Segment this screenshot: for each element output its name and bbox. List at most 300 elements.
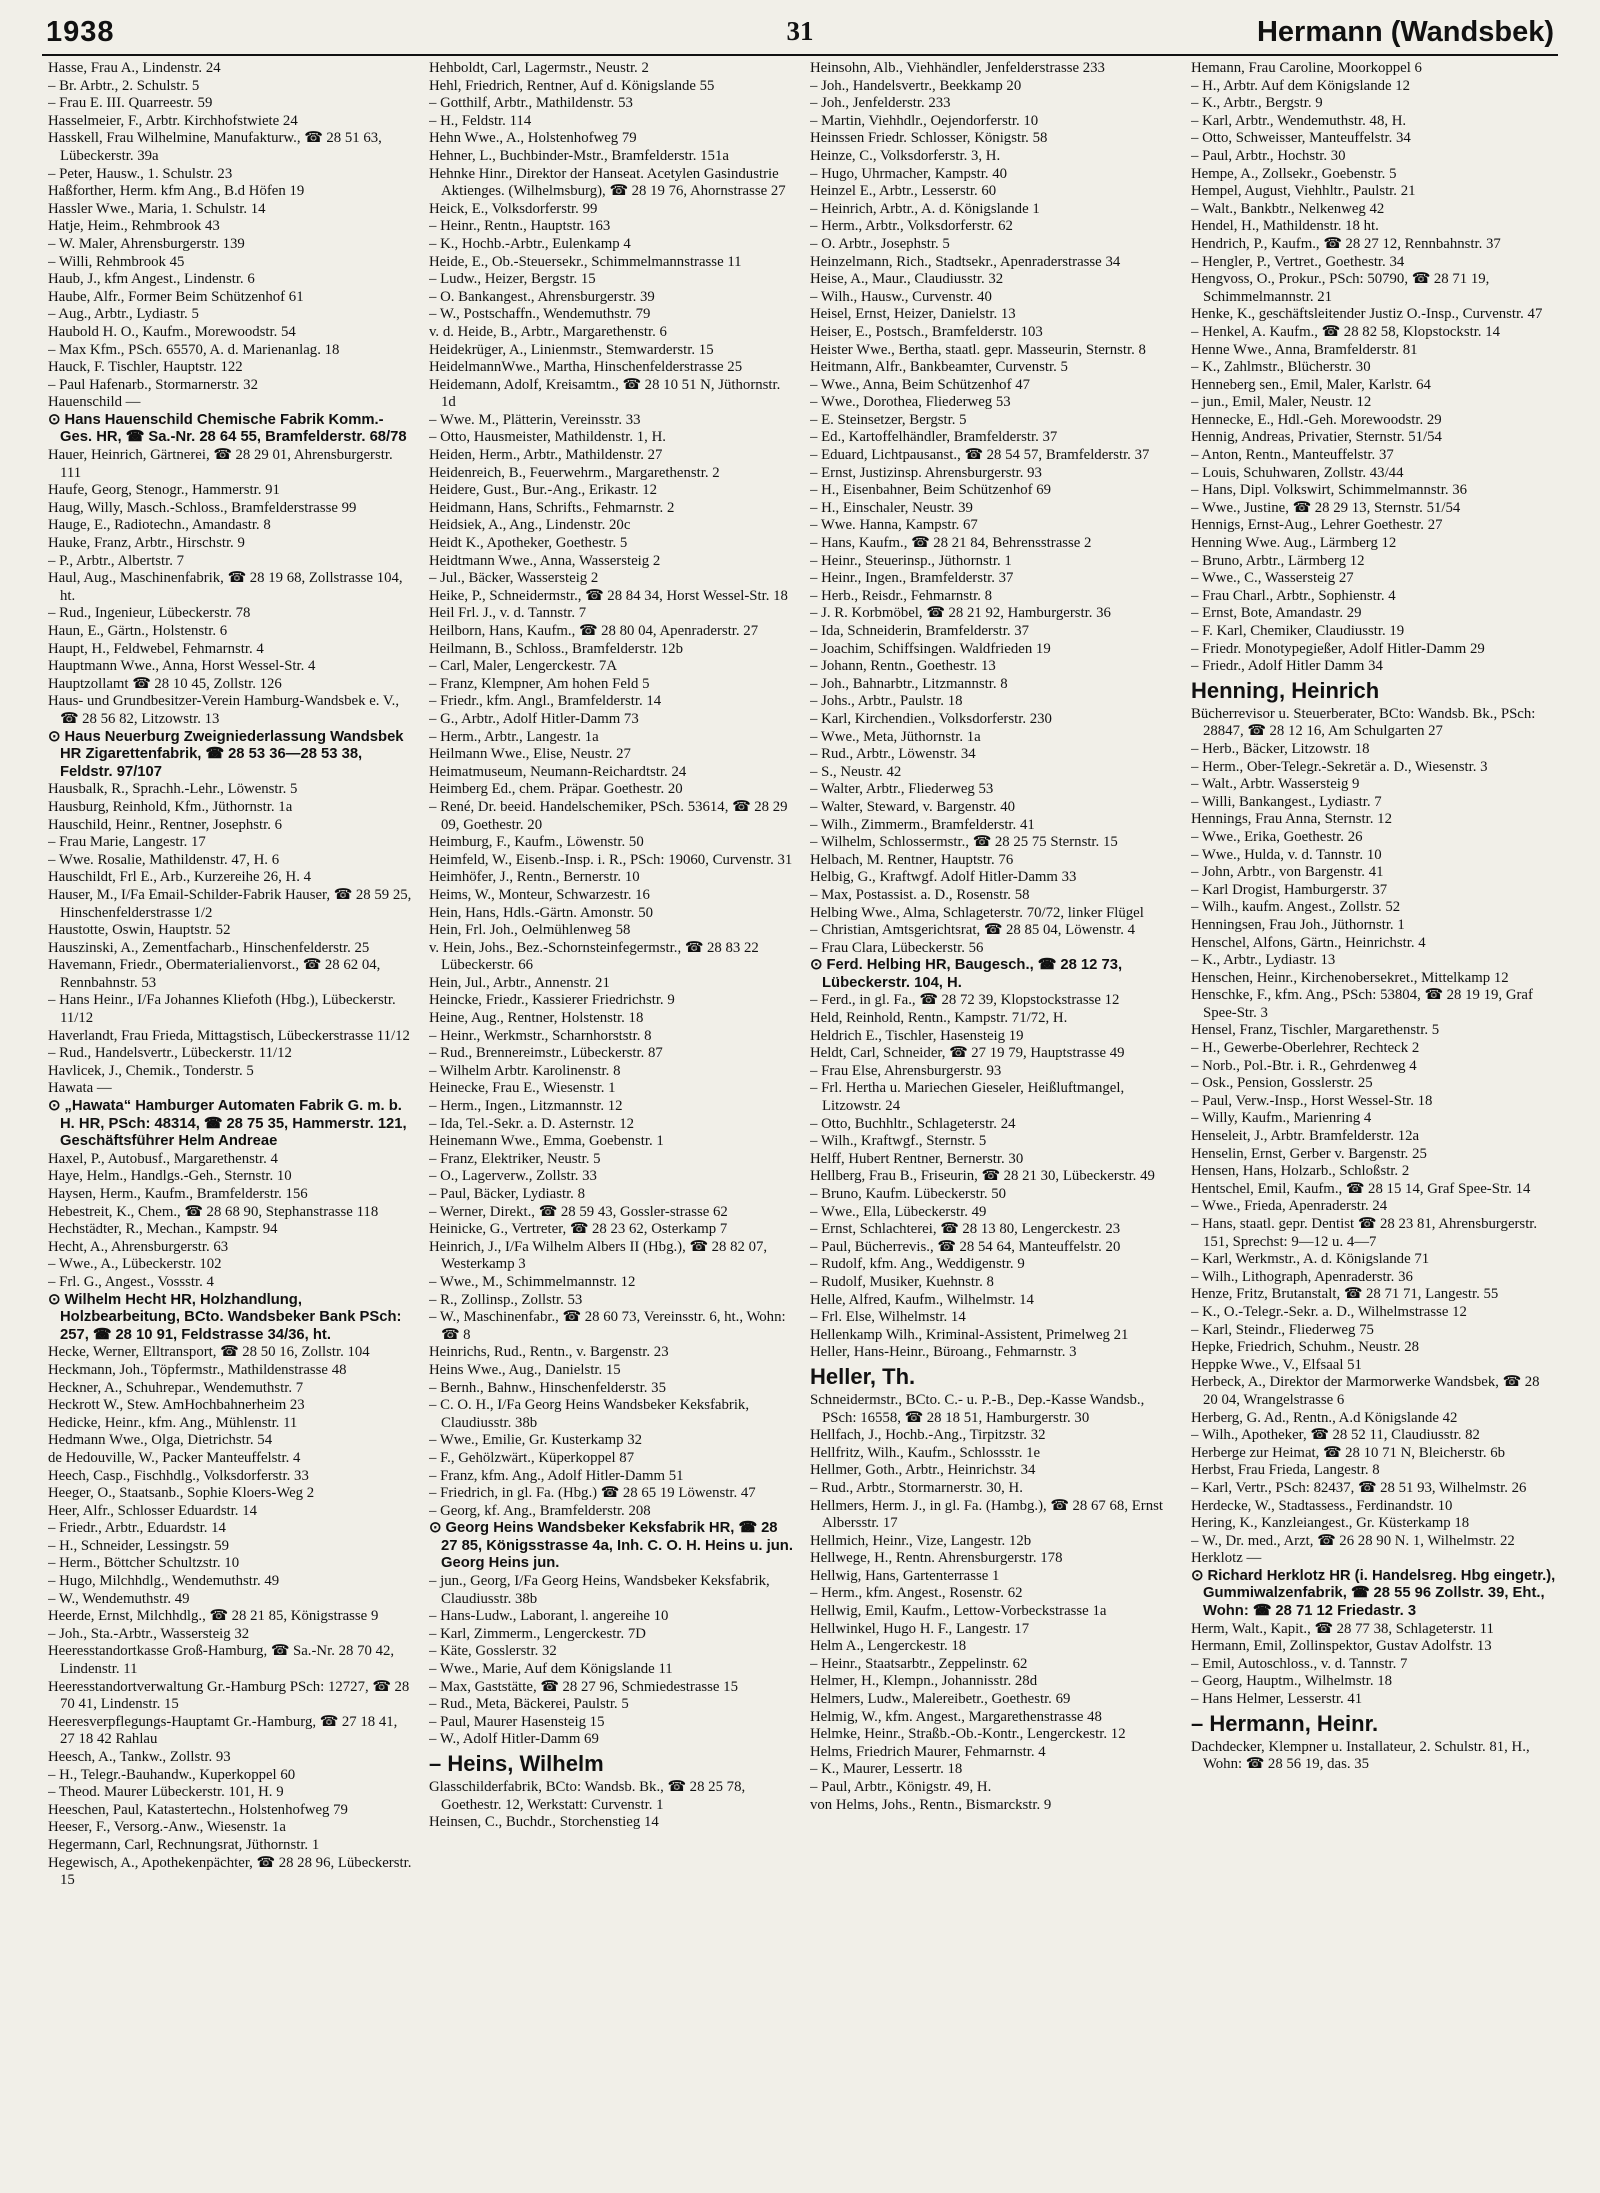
directory-entry: – Ida, Tel.-Sekr. a. D. Asternstr. 12 — [429, 1115, 634, 1132]
directory-entry: Henning, Heinrich — [1191, 677, 1380, 703]
directory-entry: – H., Eisenbahner, Beim Schützenhof 69 — [810, 482, 1052, 499]
directory-entry: – Otto, Hausmeister, Mathildenstr. 1, H. — [429, 429, 666, 446]
directory-entry: Hauge, E., Radiotechn., Amandastr. 8 — [48, 517, 271, 534]
directory-entry: – K., Hochb.-Arbtr., Eulenkamp 4 — [429, 235, 631, 252]
directory-entry: Haug, Willy, Masch.-Schloss., Bramfelderstrasse 99 — [48, 499, 357, 516]
directory-entry: Haxel, P., Autobusf., Margarethenstr. 4 — [48, 1150, 278, 1167]
directory-entry: – Paul, Maurer Hasensteig 15 — [429, 1713, 605, 1730]
directory-entry: Hemann, Frau Caroline, Moorkoppel 6 — [1191, 60, 1422, 76]
column-3 — [810, 60, 1177, 2180]
directory-entry: – W., Wendemuthstr. 49 — [48, 1590, 190, 1607]
directory-entry: Herm, Walt., Kapit., ☎ 28 77 38, Schlageterstr. 11 — [1191, 1620, 1494, 1637]
directory-entry: – Heinr., Staatsarbtr., Zeppelinstr. 62 — [810, 1655, 1028, 1672]
directory-entry: – Hermann, Heinr. — [1191, 1710, 1379, 1736]
directory-entry: – Karl, Arbtr., Wendemuthstr. 48, H. — [1191, 112, 1407, 129]
directory-entry: Heidmann, Hans, Schrifts., Fehmarnstr. 2 — [429, 499, 675, 516]
directory-entry: – Joh., Sta.-Arbtr., Wassersteig 32 — [48, 1625, 250, 1642]
directory-entry: – Karl, Werkmstr., A. d. Königslande 71 — [1191, 1251, 1430, 1268]
directory-entry: – Heinr., Ingen., Bramfelderstr. 37 — [810, 570, 1014, 587]
columns — [48, 60, 1558, 2180]
directory-entry: Hennigs, Ernst-Aug., Lehrer Goethestr. 27 — [1191, 517, 1443, 534]
directory-entry: Henningsen, Frau Joh., Jüthornstr. 1 — [1191, 916, 1405, 933]
directory-entry: Heller, Hans-Heinr., Büroang., Fehmarnstr. 3 — [810, 1344, 1077, 1361]
directory-entry: Heimberg Ed., chem. Präpar. Goethestr. 20 — [429, 781, 683, 798]
directory-entry: Heilborn, Hans, Kaufm., ☎ 28 80 04, Apenraderstr. 27 — [429, 623, 759, 639]
directory-entry: – O., Lagerverw., Zollstr. 33 — [429, 1168, 597, 1185]
directory-entry: Hehn Wwe., A., Holstenhofweg 79 — [429, 130, 637, 147]
directory-entry: – Joh., Bahnarbtr., Litzmannstr. 8 — [810, 675, 1008, 692]
directory-entry: – Herb., Reisdr., Fehmarnstr. 8 — [810, 587, 993, 604]
directory-entry: Haßforther, Herm. kfm Ang., B.d Höfen 19 — [48, 183, 305, 200]
directory-entry: – Karl, Steindr., Fliederweg 75 — [1191, 1321, 1374, 1338]
directory-entry: Heldrich E., Tischler, Hasensteig 19 — [810, 1027, 1024, 1044]
directory-entry: Heckner, A., Schuhrepar., Wendemuthstr. 7 — [48, 1379, 304, 1396]
directory-entry: – Franz, Elektriker, Neustr. 5 — [429, 1150, 601, 1167]
directory-entry: – K., Maurer, Lessertr. 18 — [810, 1761, 963, 1778]
directory-entry: – Willi, Rehmbrook 45 — [48, 253, 185, 270]
directory-entry: – Walter, Arbtr., Fliederweg 53 — [810, 781, 994, 798]
directory-entry: Hausbalk, R., Sprachh.-Lehr., Löwenstr. 5 — [48, 781, 298, 798]
directory-entry: Hedmann Wwe., Olga, Dietrichstr. 54 — [48, 1432, 273, 1449]
directory-entry: – Hans Helmer, Lesserstr. 41 — [1191, 1691, 1363, 1708]
directory-entry: Helms, Friedrich Maurer, Fehmarnstr. 4 — [810, 1743, 1046, 1760]
directory-entry: Haverlandt, Frau Frieda, Mittagstisch, Lübeckerstrasse 11/12 — [48, 1027, 410, 1044]
directory-entry: – Frau Charl., Arbtr., Sophienstr. 4 — [1191, 587, 1396, 604]
directory-entry: ⊙ Ferd. Helbing HR, Baugesch., ☎ 28 12 73, Lübeckerstr. 104, H. — [810, 957, 1123, 991]
directory-entry: Hecht, A., Ahrensburgerstr. 63 — [48, 1238, 229, 1255]
directory-entry: Hechstädter, R., Mechan., Kampstr. 94 — [48, 1221, 278, 1238]
directory-entry: Hauser, M., I/Fa Email-Schilder-Fabrik Hauser, ☎ 28 59 25, Hinschenfelderstrasse 1/2 — [48, 886, 412, 921]
directory-entry: Heinssen Friedr. Schlosser, Königstr. 58 — [810, 130, 1048, 147]
directory-entry: Hempel, August, Viehhltr., Paulstr. 21 — [1191, 183, 1416, 200]
directory-entry: – Wwe., A., Lübeckerstr. 102 — [48, 1256, 222, 1273]
directory-entry: Helff, Hubert Rentner, Bernerstr. 30 — [810, 1150, 1024, 1167]
directory-entry: Hasselmeier, F., Arbtr. Kirchhofstwiete 24 — [48, 112, 298, 129]
directory-entry: – Hans, Dipl. Volkswirt, Schimmelmannstr. 36 — [1191, 482, 1468, 499]
directory-entry: – Georg, kf. Ang., Bramfelderstr. 208 — [429, 1502, 651, 1519]
directory-entry: Henning Wwe. Aug., Lärmberg 12 — [1191, 535, 1397, 552]
directory-entry: – Eduard, Lichtpausanst., ☎ 28 54 57, Bramfelderstr. 37 — [810, 447, 1150, 464]
directory-entry: – Carl, Maler, Lengerckestr. 7A — [429, 658, 618, 675]
directory-entry: – Friedr., kfm. Angl., Bramfelderstr. 14 — [429, 693, 662, 710]
directory-entry: Bücherrevisor u. Steuerberater, BCto: Wandsb. Bk., PSch: 28847, ☎ 28 12 16, Am Schulgarten 27 — [1191, 705, 1536, 740]
directory-entry: Dachdecker, Klempner u. Installateur, 2. Schulstr. 81, H., Wohn: ☎ 28 56 19, das. 35 — [1191, 1738, 1530, 1773]
directory-entry: – Wwe., Hulda, v. d. Tannstr. 10 — [1191, 846, 1382, 863]
directory-entry: Helmers, Ludw., Malereibetr., Goethestr. 69 — [810, 1691, 1071, 1708]
directory-entry: – Ernst, Schlachterei, ☎ 28 13 80, Lengerckestr. 23 — [810, 1221, 1121, 1238]
directory-entry: Hein, Frl. Joh., Oelmühlenweg 58 — [429, 922, 631, 939]
directory-entry: – Ernst, Bote, Amandastr. 29 — [1191, 605, 1362, 622]
directory-entry: – Käte, Gosslerstr. 32 — [429, 1643, 557, 1660]
directory-entry: Heeresstandortkasse Groß-Hamburg, ☎ Sa.-Nr. 28 70 42, Lindenstr. 11 — [48, 1643, 395, 1678]
directory-entry: Heidekrüger, A., Linienmstr., Stemwarderstr. 15 — [429, 341, 714, 358]
directory-entry: – Georg, Hauptm., Wilhelmstr. 18 — [1191, 1673, 1393, 1690]
column-4 — [1191, 60, 1558, 2180]
directory-entry: Heesch, A., Tankw., Zollstr. 93 — [48, 1749, 231, 1765]
directory-entry: – Bruno, Arbtr., Lärmberg 12 — [1191, 552, 1365, 569]
directory-entry: Haun, E., Gärtn., Holstenstr. 6 — [48, 623, 228, 639]
directory-entry: Henne Wwe., Anna, Bramfelderstr. 81 — [1191, 341, 1418, 358]
directory-entry: – G., Arbtr., Adolf Hitler-Damm 73 — [429, 710, 639, 727]
directory-entry: Hellwig, Hans, Gartenterrasse 1 — [810, 1567, 1000, 1584]
directory-entry: – K., Zahlmstr., Blücherstr. 30 — [1191, 359, 1371, 376]
directory-entry: Heldt, Carl, Schneider, ☎ 27 19 79, Hauptstrasse 49 — [810, 1045, 1125, 1062]
directory-entry: Heinzelmann, Rich., Stadtsekr., Apenraderstrasse 34 — [810, 253, 1121, 270]
directory-entry: – Herm., Arbtr., Langestr. 1a — [429, 728, 599, 745]
directory-entry: Hedicke, Heinr., kfm. Ang., Mühlenstr. 11 — [48, 1414, 298, 1431]
directory-entry: Hegewisch, A., Apothekenpächter, ☎ 28 28 96, Lübeckerstr. 15 — [48, 1854, 412, 1889]
directory-entry: Hellfach, J., Hochb.-Ang., Tirpitzstr. 32 — [810, 1427, 1046, 1444]
directory-entry: – Wwe., Emilie, Gr. Kusterkamp 32 — [429, 1432, 643, 1449]
directory-entry: ⊙ Georg Heins Wandsbeker Keksfabrik HR, ☎ 28 27 85, Königsstrasse 4a, Inh. C. O. H. Heins u. jun. Georg Heins jun. — [429, 1520, 793, 1572]
directory-entry: Heidtmann Wwe., Anna, Wassersteig 2 — [429, 552, 661, 569]
directory-entry: – Wwe., Marie, Auf dem Königslande 11 — [429, 1661, 673, 1678]
directory-entry: – Karl Drogist, Hamburgerstr. 37 — [1191, 881, 1388, 898]
directory-entry: Heimhöfer, J., Rentn., Bernerstr. 10 — [429, 869, 640, 886]
directory-entry: Helmig, W., kfm. Angest., Margarethenstrasse 48 — [810, 1708, 1102, 1725]
directory-entry: – Herm., Arbtr., Volksdorferstr. 62 — [810, 218, 1013, 235]
directory-entry: – Herm., Böttcher Schultzstr. 10 — [48, 1555, 240, 1572]
directory-entry: Hebestreit, K., Chem., ☎ 28 68 90, Stephanstrasse 118 — [48, 1203, 379, 1220]
directory-entry: – H., Telegr.-Bauhandw., Kuperkoppel 60 — [48, 1766, 296, 1783]
directory-entry: – Wwe., Erika, Goethestr. 26 — [1191, 828, 1363, 845]
directory-entry: Henschke, F., kfm. Ang., PSch: 53804, ☎ 28 19 19, Graf Spee-Str. 3 — [1191, 987, 1533, 1021]
directory-entry: – Wilh., kaufm. Angest., Zollstr. 52 — [1191, 899, 1401, 916]
directory-entry: – Aug., Arbtr., Lydiastr. 5 — [48, 306, 199, 323]
directory-entry: – Johs., Arbtr., Paulstr. 18 — [810, 693, 963, 710]
directory-entry: ⊙ Wilhelm Hecht HR, Holzhandlung, Holzbearbeitung, BCto. Wandsbeker Bank PSch: 257, ☎ 28 10 91, Feldstrasse 34/36, ht. — [48, 1291, 402, 1343]
directory-entry: Heine, Aug., Rentner, Holstenstr. 18 — [429, 1010, 644, 1027]
directory-entry: Hermann, Emil, Zollinspektor, Gustav Adolfstr. 13 — [1191, 1638, 1492, 1655]
directory-entry: – Paul Hafenarb., Stormarnerstr. 32 — [48, 376, 258, 393]
directory-entry: – Bruno, Kaufm. Lübeckerstr. 50 — [810, 1186, 1007, 1202]
directory-entry: – O. Bankangest., Ahrensburgerstr. 39 — [429, 288, 655, 305]
directory-entry: Hellmer, Goth., Arbtr., Heinrichstr. 34 — [810, 1462, 1036, 1479]
directory-entry: – Ida, Schneiderin, Bramfelderstr. 37 — [810, 623, 1030, 639]
directory-entry: – W., Dr. med., Arzt, ☎ 26 28 90 N. 1, Wilhelmstr. 22 — [1191, 1532, 1515, 1549]
directory-entry: – Friedr. Monotypegießer, Adolf Hitler-Damm 29 — [1191, 640, 1485, 657]
directory-entry: Henseleit, J., Arbtr. Bramfelderstr. 12a — [1191, 1128, 1420, 1145]
directory-entry: – Franz, kfm. Ang., Adolf Hitler-Damm 51 — [429, 1467, 684, 1484]
directory-entry: v. d. Heide, B., Arbtr., Margarethenstr. 6 — [429, 323, 667, 340]
directory-entry: Hassler Wwe., Maria, 1. Schulstr. 14 — [48, 200, 266, 217]
directory-entry: – Christian, Amtsgerichtsrat, ☎ 28 85 04, Löwenstr. 4 — [810, 922, 1136, 939]
directory-entry: Hennecke, E., Hdl.-Geh. Morewoodstr. 29 — [1191, 411, 1442, 428]
directory-entry: – Osk., Pension, Gosslerstr. 25 — [1191, 1075, 1373, 1092]
directory-entry: Heinemann Wwe., Emma, Goebenstr. 1 — [429, 1133, 664, 1150]
directory-entry: – Walter, Steward, v. Bargenstr. 40 — [810, 798, 1016, 815]
directory-entry: – Wwe., Ella, Lübeckerstr. 49 — [810, 1203, 987, 1220]
header-page-number: 31 — [786, 16, 814, 46]
directory-entry: Henke, K., geschäftsleitender Justiz O.-Insp., Curvenstr. 47 — [1191, 306, 1543, 323]
directory-entry: – E. Steinsetzer, Bergstr. 5 — [810, 411, 967, 428]
directory-entry: – F. Karl, Chemiker, Claudiusstr. 19 — [1191, 623, 1405, 639]
directory-entry: – Otto, Buchhltr., Schlageterstr. 24 — [810, 1115, 1016, 1132]
directory-entry: – Herb., Bäcker, Litzowstr. 18 — [1191, 740, 1370, 757]
directory-entry: Heimatmuseum, Neumann-Reichardtstr. 24 — [429, 763, 687, 780]
directory-entry: Heinze, C., Volksdorferstr. 3, H. — [810, 147, 1001, 164]
directory-entry: – Hans, staatl. gepr. Dentist ☎ 28 23 81, Ahrensburgerstr. 151, Sprechst: 9—12 u. 4—7 — [1191, 1216, 1538, 1250]
directory-entry: Heeschen, Paul, Katastertechn., Holstenhofweg 79 — [48, 1801, 348, 1818]
directory-entry: – Wilh., Zimmerm., Bramfelderstr. 41 — [810, 816, 1035, 833]
column-2 — [429, 60, 796, 2180]
directory-entry: Heiden, Herm., Arbtr., Mathildenstr. 27 — [429, 447, 663, 464]
directory-entry: ⊙ „Hawata“ Hamburger Automaten Fabrik G. m. b. H. HR, PSch: 48314, ☎ 28 75 35, Hammerstr. 121, Geschäftsführer Helm Andreae — [48, 1098, 407, 1150]
directory-entry: – W., Postschaffn., Wendemuthstr. 79 — [429, 306, 651, 323]
directory-entry: – Anton, Rentn., Manteuffelstr. 37 — [1191, 447, 1394, 464]
directory-entry: Helm A., Lengerckestr. 18 — [810, 1638, 967, 1655]
directory-entry: – Louis, Schuhwaren, Zollstr. 43/44 — [1191, 464, 1404, 481]
directory-entry: – Rudolf, kfm. Ang., Weddigenstr. 9 — [810, 1256, 1025, 1273]
directory-entry: – Rud., Ingenieur, Lübeckerstr. 78 — [48, 605, 251, 622]
directory-entry: – Franz, Klempner, Am hohen Feld 5 — [429, 675, 650, 692]
directory-entry: – C. O. H., I/Fa Georg Heins Wandsbeker Keksfabrik, Claudiusstr. 38b — [429, 1397, 750, 1431]
directory-entry: Heitmann, Alfr., Bankbeamter, Curvenstr. 5 — [810, 359, 1068, 376]
directory-entry: – Martin, Viehhdlr., Oejendorferstr. 10 — [810, 112, 1039, 129]
directory-entry: Hendrich, P., Kaufm., ☎ 28 27 12, Rennbahnstr. 37 — [1191, 235, 1501, 252]
directory-entry: – Heinr., Werkmstr., Scharnhorststr. 8 — [429, 1027, 652, 1044]
directory-entry: Helbing Wwe., Alma, Schlageterstr. 70/72, linker Flügel — [810, 904, 1144, 921]
directory-entry: – Heins, Wilhelm — [429, 1751, 604, 1776]
directory-entry: Herbeck, A., Direktor der Marmorwerke Wandsbek, ☎ 28 20 04, Wrangelstrasse 6 — [1191, 1374, 1540, 1408]
directory-entry: Herklotz — — [1191, 1550, 1262, 1567]
directory-entry: Schneidermstr., BCto. C.- u. P.-B., Dep.-Kasse Wandsb., PSch: 16558, ☎ 28 18 51, Hamburgerstr. 30 — [810, 1391, 1145, 1426]
directory-entry: – Emil, Autoschloss., v. d. Tannstr. 7 — [1191, 1655, 1408, 1672]
directory-entry: – Friedr., Arbtr., Eduardstr. 14 — [48, 1520, 226, 1537]
directory-entry: Heinsen, C., Buchdr., Storchenstieg 14 — [429, 1814, 659, 1831]
directory-entry: Haul, Aug., Maschinenfabrik, ☎ 28 19 68, Zollstrasse 104, ht. — [48, 570, 403, 604]
directory-entry: – Wwe., Dorothea, Fliederweg 53 — [810, 394, 1011, 411]
directory-entry: Hauschild, Heinr., Rentner, Josephstr. 6 — [48, 816, 283, 833]
directory-entry: – Friedrich, in gl. Fa. (Hbg.) ☎ 28 65 19 Löwenstr. 47 — [429, 1485, 756, 1502]
directory-entry: Helbig, G., Kraftwgf. Adolf Hitler-Damm 33 — [810, 869, 1077, 886]
directory-entry: Herberge zur Heimat, ☎ 28 10 71 N, Bleicherstr. 6b — [1191, 1444, 1506, 1461]
directory-entry: – Karl, Zimmerm., Lengerckestr. 7D — [429, 1625, 646, 1642]
directory-entry: – Johann, Rentn., Goethestr. 13 — [810, 658, 996, 675]
directory-entry: Heincke, Friedr., Kassierer Friedrichstr. 9 — [429, 992, 675, 1009]
directory-entry: Hellwege, H., Rentn. Ahrensburgerstr. 178 — [810, 1550, 1063, 1567]
directory-entry: Henze, Fritz, Brutanstalt, ☎ 28 71 71, Langestr. 55 — [1191, 1286, 1499, 1303]
directory-entry: Heidemann, Adolf, Kreisamtm., ☎ 28 10 51 N, Jüthornstr. 1d — [429, 376, 781, 411]
directory-entry: Heerde, Ernst, Milchhdlg., ☎ 28 21 85, Königstrasse 9 — [48, 1608, 379, 1625]
directory-entry: – Friedr., Adolf Hitler Damm 34 — [1191, 658, 1383, 675]
directory-entry: – Gotthilf, Arbtr., Mathildenstr. 53 — [429, 95, 633, 112]
directory-entry: Hellwig, Emil, Kaufm., Lettow-Vorbeckstrasse 1a — [810, 1603, 1107, 1620]
directory-entry: Hensel, Franz, Tischler, Margarethenstr. 5 — [1191, 1022, 1440, 1039]
directory-entry: Hellenkamp Wilh., Kriminal-Assistent, Primelweg 21 — [810, 1326, 1129, 1343]
directory-entry: – Heinr., Rentn., Hauptstr. 163 — [429, 218, 611, 235]
directory-entry: – Rud., Handelsvertr., Lübeckerstr. 11/12 — [48, 1045, 292, 1062]
directory-entry: – Frl. Hertha u. Mariechen Gieseler, Heißluftmangel, Litzowstr. 24 — [810, 1080, 1125, 1115]
directory-entry: Hauszinski, A., Zementfacharb., Hinschenfelderstr. 25 — [48, 939, 370, 956]
directory-entry: – Werner, Direkt., ☎ 28 59 43, Gossler-strasse 62 — [429, 1203, 728, 1220]
directory-entry: Heidsiek, A., Ang., Lindenstr. 20c — [429, 517, 631, 534]
directory-entry: – Wwe. M., Plätterin, Vereinsstr. 33 — [429, 411, 641, 428]
directory-entry: – Hans Heinr., I/Fa Johannes Kliefoth (Hbg.), Lübeckerstr. 11/12 — [48, 992, 396, 1027]
directory-entry: – Wilh., Lithograph, Apenraderstr. 36 — [1191, 1268, 1413, 1285]
directory-entry: – Max, Postassist. a. D., Rosenstr. 58 — [810, 886, 1030, 903]
directory-entry: – Max, Gaststätte, ☎ 28 27 96, Schmiedestrasse 15 — [429, 1678, 738, 1695]
directory-entry: v. Hein, Johs., Bez.-Schornsteinfegermstr., ☎ 28 83 22 Lübeckerstr. 66 — [429, 939, 759, 974]
directory-entry: Helmer, H., Klempn., Johannisstr. 28d — [810, 1673, 1038, 1690]
directory-entry: Heller, Th. — [810, 1363, 916, 1389]
directory-entry: Hawata — — [48, 1080, 112, 1097]
directory-entry: Henschel, Alfons, Gärtn., Heinrichstr. 4 — [1191, 934, 1426, 951]
directory-entry: de Hedouville, W., Packer Manteuffelstr. 4 — [48, 1449, 301, 1466]
directory-entry: Hellfritz, Wilh., Kaufm., Schlossstr. 1e — [810, 1444, 1041, 1461]
directory-entry: – Theod. Maurer Lübeckerstr. 101, H. 9 — [48, 1784, 284, 1801]
directory-entry: Haufe, Georg, Stenogr., Hammerstr. 91 — [48, 482, 280, 499]
directory-entry: Heinrich, J., I/Fa Wilhelm Albers II (Hbg.), ☎ 28 82 07, Westerkamp 3 — [429, 1238, 768, 1273]
directory-entry: Heimfeld, W., Eisenb.-Insp. i. R., PSch: 19060, Curvenstr. 31 — [429, 851, 793, 868]
directory-entry: Heilmann, B., Schloss., Bramfelderstr. 12b — [429, 640, 683, 657]
directory-entry: – Heinr., Steuerinsp., Jüthornstr. 1 — [810, 552, 1012, 569]
directory-entry: Hennig, Andreas, Privatier, Sternstr. 51/54 — [1191, 429, 1442, 446]
directory-entry: – Rud., Arbtr., Stormarnerstr. 30, H. — [810, 1479, 1023, 1496]
directory-entry: – jun., Emil, Maler, Neustr. 12 — [1191, 394, 1372, 411]
directory-entry: – Ferd., in gl. Fa., ☎ 28 72 39, Klopstockstrasse 12 — [810, 992, 1120, 1009]
directory-entry: Heeser, F., Versorg.-Anw., Wiesenstr. 1a — [48, 1819, 286, 1836]
directory-entry: Hehner, L., Buchbinder-Mstr., Bramfelderstr. 151a — [429, 147, 729, 164]
directory-entry: Hauck, F. Tischler, Hauptstr. 122 — [48, 359, 243, 376]
directory-entry: – Ernst, Justizinsp. Ahrensburgerstr. 93 — [810, 464, 1042, 481]
directory-entry: ⊙ Richard Herklotz HR (i. Handelsreg. Hbg eingetr.), Gummiwalzenfabrik, ☎ 28 55 96 Zollstr. 39, Eht., Wohn: ☎ 28 71 12 Friedastr. 3 — [1191, 1567, 1556, 1620]
directory-entry: – Herm., kfm. Angest., Rosenstr. 62 — [810, 1585, 1023, 1602]
directory-entry: Heide, E., Ob.-Steuersekr., Schimmelmannstrasse 11 — [429, 253, 742, 270]
directory-entry: HeidelmannWwe., Martha, Hinschenfelderstrasse 25 — [429, 359, 743, 376]
directory-entry: – Hengler, P., Vertret., Goethestr. 34 — [1191, 253, 1405, 270]
directory-entry: Heinecke, Frau E., Wiesenstr. 1 — [429, 1080, 616, 1097]
directory-entry: Hensen, Hans, Holzarb., Schloßstr. 2 — [1191, 1163, 1410, 1180]
directory-entry: – Rud., Meta, Bäckerei, Paulstr. 5 — [429, 1696, 629, 1713]
directory-entry: Heppke Wwe., V., Elfsaal 51 — [1191, 1356, 1362, 1373]
page-header — [42, 16, 1558, 66]
directory-entry: – P., Arbtr., Albertstr. 7 — [48, 552, 185, 569]
directory-entry: – W., Maschinenfabr., ☎ 28 60 73, Vereinsstr. 6, ht., Wohn: ☎ 8 — [429, 1309, 786, 1343]
directory-entry: ⊙ Hans Hauenschild Chemische Fabrik Komm.-Ges. HR, ☎ Sa.-Nr. 28 64 55, Bramfelderstr. 68/78 — [48, 411, 407, 446]
directory-entry: Henneberg sen., Emil, Maler, Karlstr. 64 — [1191, 376, 1431, 393]
directory-entry: – Henkel, A. Kaufm., ☎ 28 82 58, Klopstockstr. 14 — [1191, 323, 1501, 340]
directory-entry: Hauptmann Wwe., Anna, Horst Wessel-Str. 4 — [48, 658, 316, 675]
directory-entry: – Hans, Kaufm., ☎ 28 21 84, Behrensstrasse 2 — [810, 535, 1092, 552]
directory-entry: – K., O.-Telegr.-Sekr. a. D., Wilhelmstrasse 12 — [1191, 1303, 1467, 1320]
directory-entry: – Wwe., Justine, ☎ 28 29 13, Sternstr. 51/54 — [1191, 499, 1461, 516]
directory-entry: – Wilhelm Arbtr. Karolinenstr. 8 — [429, 1062, 621, 1079]
directory-entry: Heilmann Wwe., Elise, Neustr. 27 — [429, 746, 631, 763]
directory-entry: – H., Einschaler, Neustr. 39 — [810, 499, 973, 516]
directory-entry: – Wwe. Rosalie, Mathildenstr. 47, H. 6 — [48, 851, 280, 868]
directory-entry: – Frau E. III. Quarreestr. 59 — [48, 95, 213, 112]
directory-entry: Haub, J., kfm Angest., Lindenstr. 6 — [48, 271, 255, 288]
directory-entry: – Willi, Bankangest., Lydiastr. 7 — [1191, 793, 1382, 810]
directory-entry: Hegermann, Carl, Rechnungsrat, Jüthornstr. 1 — [48, 1836, 320, 1853]
directory-entry: – Karl, Vertr., PSch: 82437, ☎ 28 51 93, Wilhelmstr. 26 — [1191, 1479, 1527, 1496]
directory-entry: – K., Arbtr., Bergstr. 9 — [1191, 95, 1323, 112]
directory-entry: Hellmich, Heinr., Vize, Langestr. 12b — [810, 1532, 1032, 1549]
directory-entry: Heer, Alfr., Schlosser Eduardstr. 14 — [48, 1502, 257, 1519]
directory-entry: Heidenreich, B., Feuerwehrm., Margarethenstr. 2 — [429, 464, 720, 481]
directory-entry: – Rud., Arbtr., Löwenstr. 34 — [810, 746, 976, 763]
directory-entry: – O. Arbtr., Josephstr. 5 — [810, 235, 950, 252]
directory-entry: Haysen, Herm., Kaufm., Bramfelderstr. 156 — [48, 1186, 308, 1202]
directory-entry: – Ludw., Heizer, Bergstr. 15 — [429, 271, 596, 288]
directory-entry: – Jul., Bäcker, Wassersteig 2 — [429, 570, 599, 587]
directory-entry: Hengvoss, O., Prokur., PSch: 50790, ☎ 28 71 19, Schimmelmannstr. 21 — [1191, 271, 1490, 305]
directory-entry: Havemann, Friedr., Obermaterialienvorst., ☎ 28 62 04, Rennbahnstr. 53 — [48, 957, 381, 991]
directory-entry: Hein, Jul., Arbtr., Annenstr. 21 — [429, 974, 610, 991]
directory-entry: Heckmann, Joh., Töpfermstr., Mathildenstrasse 48 — [48, 1361, 347, 1378]
directory-entry: – Hugo, Uhrmacher, Kampstr. 40 — [810, 165, 1008, 182]
directory-entry: – Walt., Bankbtr., Nelkenweg 42 — [1191, 200, 1385, 217]
directory-entry: – Ed., Kartoffelhändler, Bramfelderstr. 37 — [810, 429, 1058, 446]
directory-entry: Herbst, Frau Frieda, Langestr. 8 — [1191, 1462, 1380, 1479]
directory-entry: Heisel, Ernst, Heizer, Danielstr. 13 — [810, 306, 1016, 323]
directory-entry: – René, Dr. beeid. Handelschemiker, PSch. 53614, ☎ 28 29 09, Goethestr. 20 — [429, 798, 788, 833]
directory-entry: – Joh., Handelsvertr., Beekkamp 20 — [810, 77, 1022, 94]
directory-entry: Hehboldt, Carl, Lagermstr., Neustr. 2 — [429, 60, 649, 76]
directory-entry: – Bernh., Bahnw., Hinschenfelderstr. 35 — [429, 1379, 666, 1396]
directory-entry: Heims, W., Monteur, Schwarzestr. 16 — [429, 886, 650, 903]
directory-entry: – Wwe., Frieda, Apenraderstr. 24 — [1191, 1198, 1388, 1215]
directory-entry: Hepke, Friedrich, Schuhm., Neustr. 28 — [1191, 1339, 1420, 1356]
directory-entry: Hehl, Friedrich, Rentner, Auf d. Königslande 55 — [429, 77, 715, 94]
directory-entry: von Helms, Johs., Rentn., Bismarckstr. 9 — [810, 1796, 1052, 1813]
directory-entry: – Wwe., C., Wassersteig 27 — [1191, 570, 1354, 587]
directory-entry: Heick, E., Volksdorferstr. 99 — [429, 200, 598, 217]
directory-entry: – Rudolf, Musiker, Kuehnstr. 8 — [810, 1273, 994, 1290]
directory-entry: Heeger, O., Staatsanb., Sophie Kloers-Weg 2 — [48, 1485, 315, 1502]
directory-entry: Hering, K., Kanzleiangest., Gr. Küsterkamp 18 — [1191, 1515, 1470, 1532]
directory-entry: – Wwe., Meta, Jüthornstr. 1a — [810, 728, 981, 745]
directory-entry: – John, Arbtr., von Bargenstr. 41 — [1191, 864, 1384, 881]
directory-entry: – Paul, Bücherrevis., ☎ 28 54 64, Manteuffelstr. 20 — [810, 1238, 1121, 1255]
directory-entry: – Wwe., M., Schimmelmannstr. 12 — [429, 1273, 636, 1290]
directory-entry: Hendel, H., Mathildenstr. 18 ht. — [1191, 218, 1379, 235]
directory-entry: Haye, Helm., Handlgs.-Geh., Sternstr. 10 — [48, 1168, 292, 1185]
directory-entry: Held, Reinhold, Rentn., Kampstr. 71/72, H. — [810, 1010, 1068, 1027]
directory-entry: Hentschel, Emil, Kaufm., ☎ 28 15 14, Graf Spee-Str. 14 — [1191, 1180, 1531, 1197]
directory-entry: – Paul, Arbtr., Hochstr. 30 — [1191, 147, 1346, 164]
directory-entry: Henselin, Ernst, Gerber v. Bargenstr. 25 — [1191, 1145, 1427, 1162]
directory-entry: – Wilh., Kraftwgf., Sternstr. 5 — [810, 1133, 987, 1150]
directory-entry: – Otto, Schweisser, Manteuffelstr. 34 — [1191, 130, 1411, 147]
directory-entry: Heeresstandortverwaltung Gr.-Hamburg PSch: 12727, ☎ 28 70 41, Lindenstr. 15 — [48, 1678, 410, 1713]
header-year: 1938 — [46, 16, 115, 48]
directory-entry: Helmke, Heinr., Straßb.-Ob.-Kontr., Lengerckestr. 12 — [810, 1726, 1126, 1743]
directory-entry: Haupt, H., Feldwebel, Fehmarnstr. 4 — [48, 640, 264, 657]
directory-entry: Heike, P., Schneidermstr., ☎ 28 84 34, Horst Wessel-Str. 18 — [429, 587, 788, 604]
directory-entry: – Br. Arbtr., 2. Schulstr. 5 — [48, 77, 200, 94]
directory-entry: Hein, Hans, Hdls.-Gärtn. Amonstr. 50 — [429, 904, 653, 921]
directory-entry: Haube, Alfr., Former Beim Schützenhof 61 — [48, 288, 304, 305]
directory-entry: – Wwe., Anna, Beim Schützenhof 47 — [810, 376, 1030, 393]
directory-entry: – Norb., Pol.-Btr. i. R., Gehrdenweg 4 — [1191, 1057, 1417, 1074]
directory-entry: Hempe, A., Zollsekr., Goebenstr. 5 — [1191, 165, 1397, 182]
directory-entry: – Paul, Arbtr., Königstr. 49, H. — [810, 1779, 992, 1795]
directory-entry: Hasse, Frau A., Lindenstr. 24 — [48, 60, 221, 76]
directory-entry: – W., Adolf Hitler-Damm 69 — [429, 1731, 599, 1748]
directory-entry: Heimburg, F., Kaufm., Löwenstr. 50 — [429, 834, 644, 851]
directory-entry: Heins Wwe., Aug., Danielstr. 15 — [429, 1361, 621, 1378]
directory-entry: Heil Frl. J., v. d. Tannstr. 7 — [429, 605, 587, 622]
directory-entry: – J. R. Korbmöbel, ☎ 28 21 92, Hamburgerstr. 36 — [810, 605, 1111, 622]
directory-entry: Hausburg, Reinhold, Kfm., Jüthornstr. 1a — [48, 798, 293, 815]
directory-entry: Hasskell, Frau Wilhelmine, Manufakturw., ☎ 28 51 63, Lübeckerstr. 39a — [48, 130, 382, 164]
directory-entry: Henschen, Heinr., Kirchenobersekret., Mittelkamp 12 — [1191, 969, 1509, 986]
directory-entry: – Wilh., Apotheker, ☎ 28 52 11, Claudiusstr. 82 — [1191, 1427, 1480, 1444]
directory-entry: – Herm., Ober-Telegr.-Sekretär a. D., Wiesenstr. 3 — [1191, 758, 1488, 775]
directory-entry: Glasschilderfabrik, BCto: Wandsb. Bk., ☎ 28 25 78, Goethestr. 12, Werkstatt: Curvenstr. 1 — [429, 1779, 746, 1813]
